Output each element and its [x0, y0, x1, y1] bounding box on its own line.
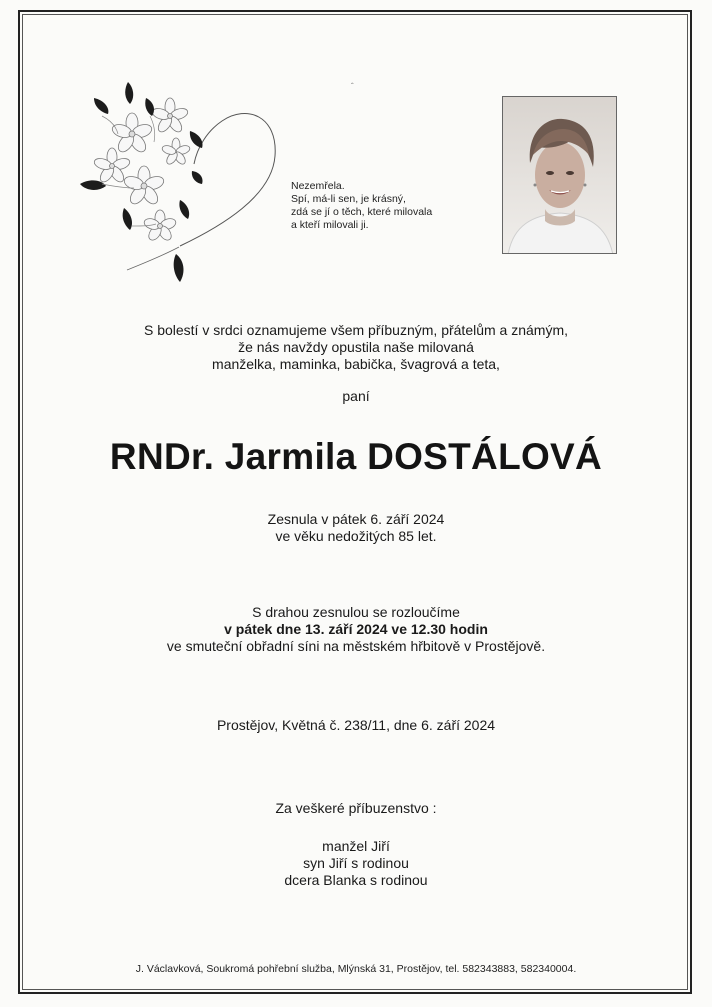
print-speck: ˆ — [351, 82, 354, 91]
death-age: ve věku nedožitých 85 let. — [275, 528, 437, 544]
family-heading: Za veškeré příbuzenstvo : — [275, 800, 437, 816]
ceremony-location: ve smuteční obřadní síni na městském hřbitově v Prostějově. — [166, 638, 546, 654]
quote-line: zdá se jí o těch, které milovala — [291, 206, 433, 218]
funeral-service-footer: J. Václavková, Soukromá pohřební služba, Mlýnská 31, Prostějov, tel. 582343883, 582340004. — [135, 963, 577, 975]
family-member: syn Jiří s rodinou — [303, 855, 409, 871]
death-date: Zesnula v pátek 6. září 2024 — [267, 511, 445, 527]
ceremony-info — [0, 604, 712, 655]
family-member: manžel Jiří — [322, 838, 390, 854]
announcement-line: že nás navždy opustila naše milovaná — [238, 339, 474, 355]
deceased-name: RNDr. Jarmila DOSTÁLOVÁ — [109, 436, 603, 477]
family-member: dcera Blanka s rodinou — [284, 872, 428, 888]
quote-line: Spí, má-li sen, je krásný, — [291, 193, 406, 205]
death-info — [0, 511, 712, 545]
family-list — [0, 838, 712, 889]
announcement-text — [0, 322, 712, 373]
announcement-line: S bolestí v srdci oznamujeme všem příbuzným, přátelům a známým, — [143, 322, 569, 338]
salutation: paní — [342, 388, 370, 404]
heart-flower-ornament-icon — [72, 76, 282, 291]
quote-line: a kteří milovali ji. — [291, 219, 369, 231]
ceremony-datetime: v pátek dne 13. září 2024 ve 12.30 hodin — [224, 621, 488, 637]
memorial-quote — [291, 180, 432, 232]
portrait-photo — [503, 97, 617, 254]
quote-line: Nezemřela. — [291, 180, 345, 192]
announcement-line: manželka, maminka, babička, švagrová a teta, — [212, 356, 500, 372]
deceased-portrait — [502, 96, 617, 254]
place-and-date: Prostějov, Květná č. 238/11, dne 6. září 2024 — [216, 717, 496, 733]
ceremony-intro: S drahou zesnulou se rozloučíme — [252, 604, 460, 620]
